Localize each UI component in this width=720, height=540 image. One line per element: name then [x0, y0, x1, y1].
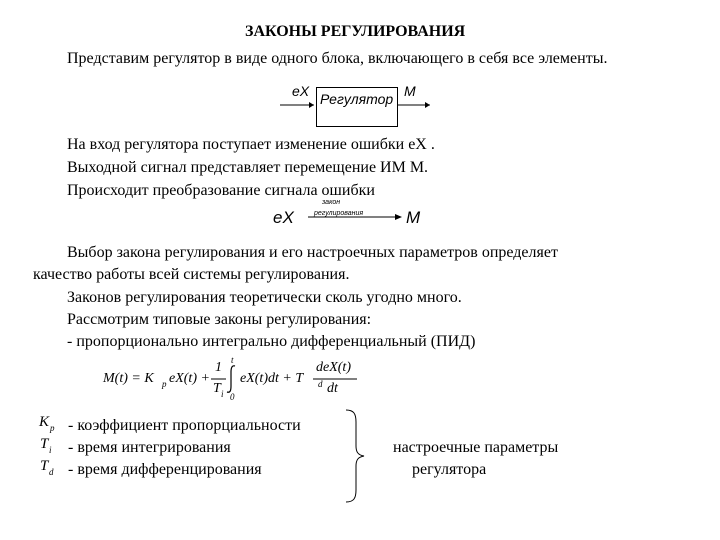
- para2-line2: качество работы всей системы регулирования.: [33, 266, 350, 283]
- formula-ti-sub: i: [221, 389, 224, 399]
- regulator-block-label: Регулятор: [320, 91, 394, 107]
- block-output-label: M: [404, 83, 416, 99]
- regulator-block: [316, 87, 398, 127]
- formula-int-upper: t: [231, 355, 234, 365]
- param-desc-td: - время дифференцирования: [68, 461, 262, 478]
- integral-sign: [226, 364, 238, 394]
- brace-note-line1: настроечные параметры: [393, 439, 559, 456]
- param-sub-td: d: [49, 467, 54, 477]
- para2-line1: Выбор закона регулирования и его настроечных параметров определяет: [67, 244, 558, 261]
- para1-line3: Происходит преобразование сигнала ошибки: [67, 182, 375, 199]
- param-symbol-kp: K: [39, 414, 50, 430]
- transform-arrow-top: закон: [322, 199, 341, 206]
- param-symbol-td: T: [40, 458, 49, 474]
- formula-int-lower: 0: [230, 392, 235, 402]
- transform-to: M: [406, 208, 421, 227]
- formula-frac-line: [211, 378, 227, 380]
- param-sub-ti: i: [49, 445, 52, 455]
- para2-line3: Законов регулирования теоретически сколь угодно много.: [67, 289, 462, 306]
- formula-deriv-line: [313, 378, 359, 380]
- para1-line2: Выходной сигнал представляет перемещение ИМ M.: [67, 159, 429, 176]
- formula-deriv-den: dt: [327, 381, 338, 396]
- para2-line4: Рассмотрим типовые законы регулирования:: [67, 311, 372, 328]
- formula-kp-sub: p: [162, 379, 167, 389]
- formula-lhs: M(t) = K: [103, 371, 154, 386]
- right-brace: [342, 408, 372, 504]
- param-desc-kp: - коэффициент пропорциальности: [68, 417, 301, 434]
- formula-td-sub: d: [318, 379, 323, 389]
- page-title: ЗАКОНЫ РЕГУЛИРОВАНИЯ: [245, 23, 466, 40]
- param-sub-kp: p: [50, 423, 55, 433]
- brace-note-line2: регулятора: [412, 461, 487, 478]
- intro-text: Представим регулятор в виде одного блока, включающего в себя все элементы.: [67, 50, 608, 67]
- block-input-label: eX: [292, 83, 310, 99]
- transform-from: eX: [273, 208, 294, 227]
- formula-term1: eX(t) +: [169, 371, 210, 386]
- para1-line1: На вход регулятора поступает изменение ошибки eX .: [67, 136, 435, 153]
- param-desc-ti: - время интегрирования: [68, 439, 231, 456]
- transform-arrow-bottom: регулирования: [314, 210, 364, 217]
- formula-integrand: eX(t)dt + T: [240, 371, 304, 386]
- formula-frac-num: 1: [215, 360, 222, 375]
- param-symbol-ti: T: [40, 436, 49, 452]
- para2-line5: - пропорционально интегрально дифференциальный (ПИД): [67, 333, 476, 350]
- formula-frac-den: T: [213, 381, 221, 396]
- formula-deriv-num: deX(t): [316, 360, 351, 375]
- transform-arrow: [308, 208, 408, 220]
